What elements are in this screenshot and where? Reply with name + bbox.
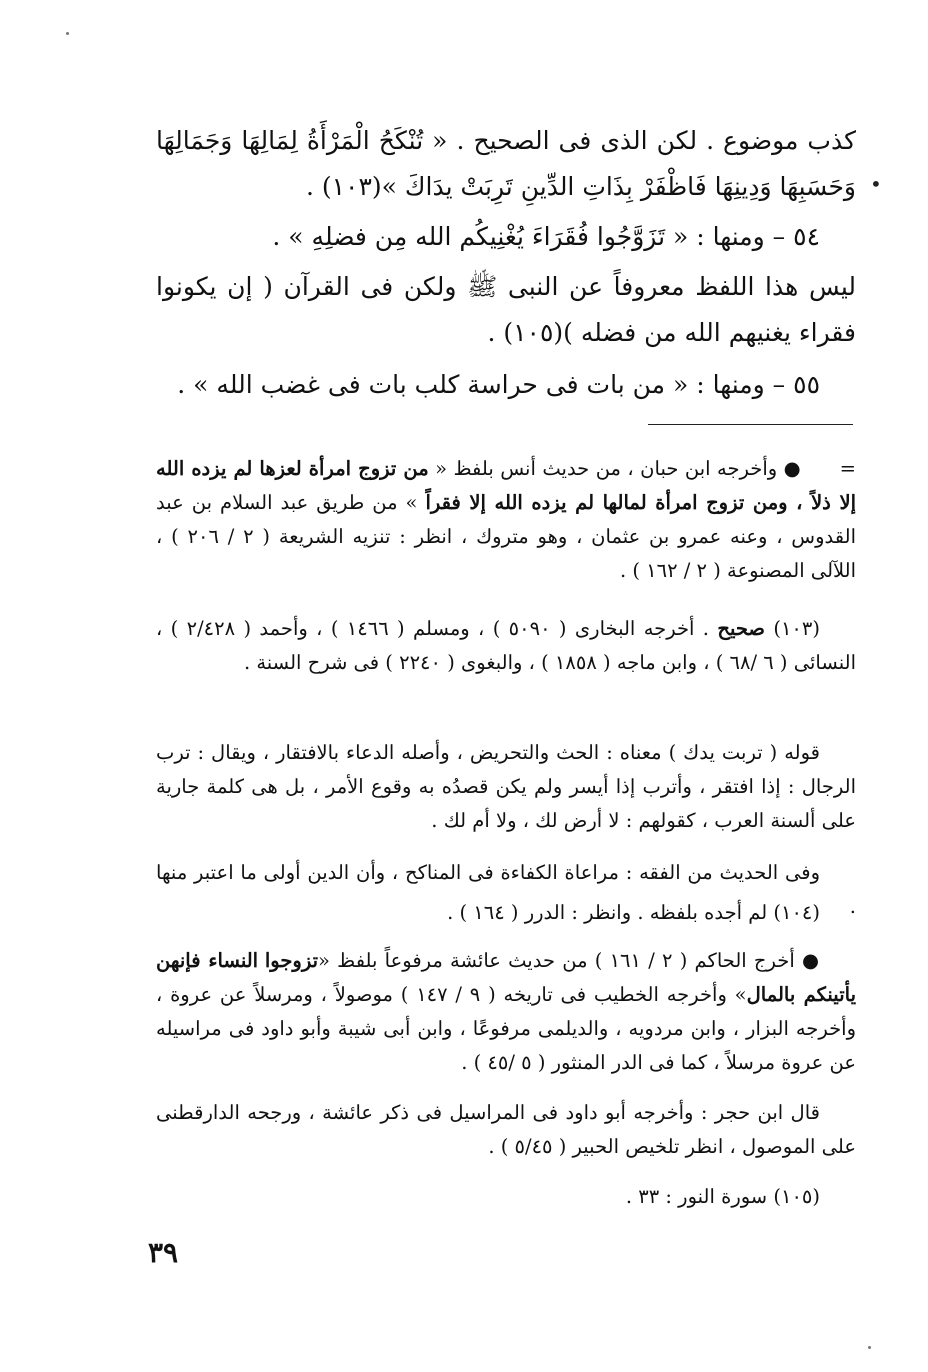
margin-bullet: • [870,172,882,196]
main-paragraph-hadith: كذب موضوع . لكن الذى فى الصحيح . « تُنْكَحُ الْمَرْأَةُ لِمَالِهَا وَجَمَالِهَا وَحَسَبِهَا وَدِينِهَا فَاظْفَرْ بِذَاتِ الدِّينِ تَرِبَتْ يدَاكَ »(١٠٣) . [156,126,856,201]
footnote-continuation [156,452,856,588]
hadith-quote-bold: من تزوج امرأة لعزها لم يزده الله إلا ذلاً ، ومن تزوج امرأة لمالها لم يزده الله إلا فقراً [156,457,857,514]
footnote-104-ibn-hajar: قال ابن حجر : وأخرجه أبو داود فى المراسيل فى ذكر عائشة ، ورجحه الدارقطنى على الموصول ، انظر تلخيص الحبير ( ٥/٤٥ ) . [156,1101,856,1158]
footnote-104-extra [156,944,856,1080]
item-54: ٥٤ – ومنها : « تَزَوَّجُوا فُقَرَاءَ يُغْنِيكُم الله مِن فضلِهِ » . [272,222,820,251]
hadith-grade: صحيح [717,617,765,640]
footnote-bullet: ● [783,457,801,480]
footnote-104: (١٠٤) لم أجده بلفظه . وانظر : الدرر ( ١٦٤ ) . [447,901,820,924]
footnote-105: (١٠٥) سورة النور : ٣٣ . [625,1185,820,1208]
main-paragraph-comment: ليس هذا اللفظ معروفاً عن النبى ﷺ ولكن فى القرآن ( إن يكونوا فقراء يغنيهم الله من فضله )(١٠٥) . [156,272,856,347]
footnote-bullet: ● [801,949,821,972]
footnote-text: أخرج الحاكم ( ٢ / ١٦١ ) من حديث عائشة مرفوعاً بلفظ « [318,949,795,972]
footnote-divider [648,424,853,425]
footnote-text: » وأخرجه الخطيب فى تاريخه ( ٩ / ١٤٧ ) موصولاً ، ومرسلاً عن عروة ، وأخرجه البزار ، وابن مردويه ، والديلمى مرفوعًا ، وابن أبى شيبة وأبو داود فى مراسيله عن عروة مرسلاً ، كما فى الدر المنثور ( ٥ /٤٥ ) . [156,983,856,1074]
continuation-marker: = [839,457,856,480]
footnote-text: » من طريق عبد السلام بن عبد القدوس ، وعنه عمرو بن عثمان ، وهو متروك ، انظر : تنزيه الشريعة ( ٢ / ٢٠٦ ) ، اللآلى المصنوعة ( ٢ / ١٦٢ ) . [156,491,856,582]
hadith-quote-bold: تزوجوا النساء فإنهن يأتينكم بالمال [156,949,856,1006]
footnote-103-explanation: قوله ( تربت يدك ) معناه : الحث والتحريض ، وأصله الدعاء بالافتقار ، ويقال : ترب الرجال : إذا افتقر ، وأترب إذا أيسر ولم يكن قصدُه به وقوع الأمر ، بل هى كلمة جارية على ألسنة العرب ، كقولهم : لا أرض لك ، ولا أم لك . [156,741,856,832]
footnote-number: (١٠٣) [773,617,820,640]
footnote-text: . أخرجه البخارى ( ٥٠٩٠ ) ، ومسلم ( ١٤٦٦ ) ، وأحمد ( ٢/٤٢٨ ) ، النسائى ( ٦ /٦٨ ) ، وابن ماجه ( ١٨٥٨ ) ، والبغوى ( ٢٢٤٠ ) فى شرح السنة . [156,617,856,674]
item-55: ٥٥ – ومنها : « من بات فى حراسة كلب بات فى غضب الله » . [177,370,820,399]
footnote-text: وأخرجه ابن حبان ، من حديث أنس بلفظ « [428,457,778,480]
scan-speck [868,1346,871,1349]
scan-speck [66,32,69,35]
footnote-103-fiqh: وفى الحديث من الفقه : مراعاة الكفاءة فى المناكح ، وأن الدين أولى ما اعتبر منها . [156,861,856,918]
footnote-103 [156,612,856,680]
page-number: ٣٩ [148,1236,179,1269]
